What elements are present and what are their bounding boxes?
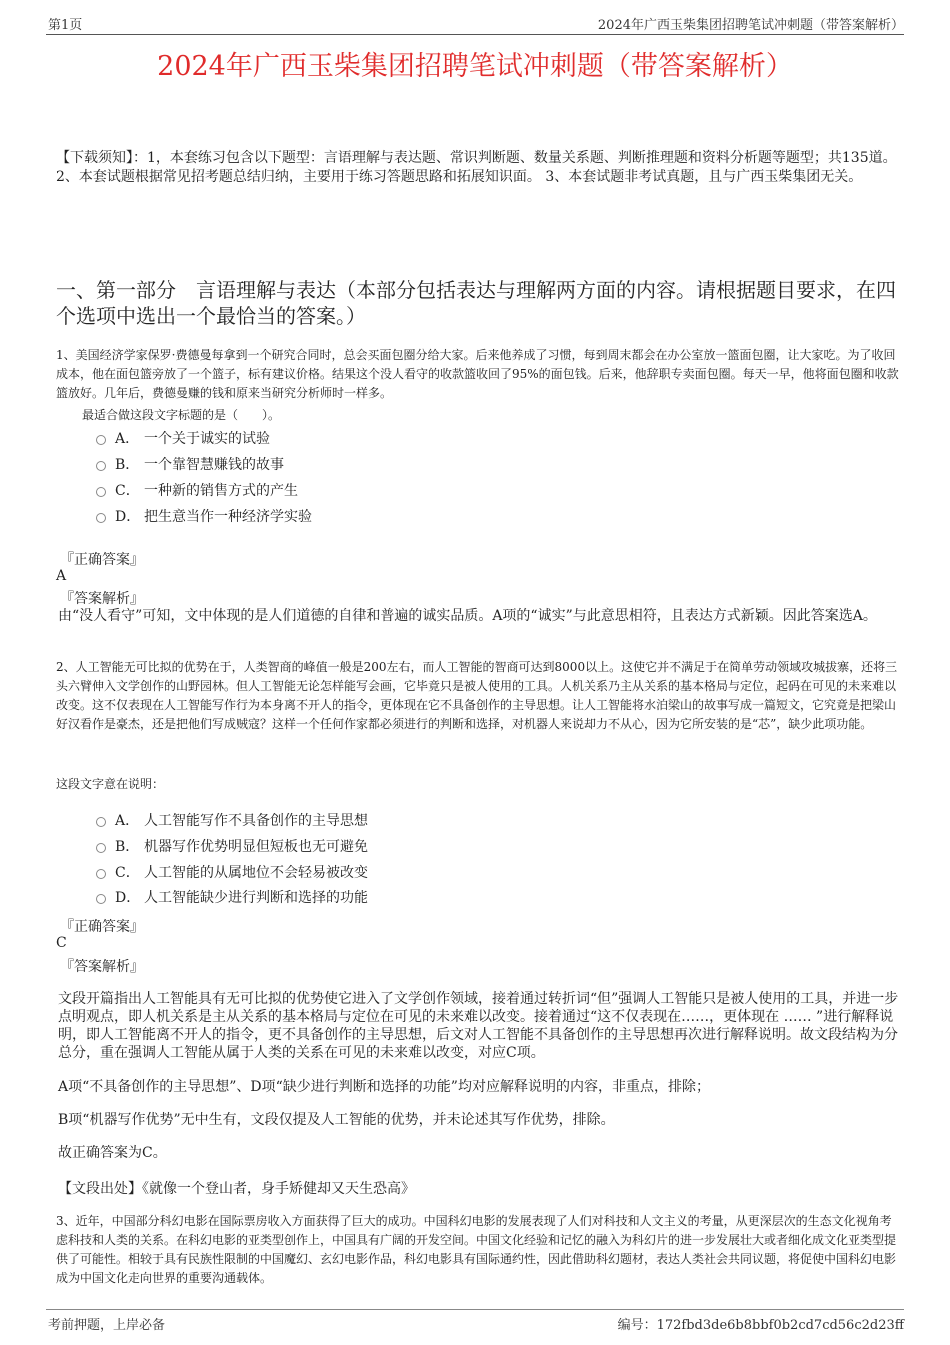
question-1-text: 1、美国经济学家保罗·费德曼每拿到一个研究合同时，总会买面包圈分给大家。后来他养成了习惯，每到周末都会在办公室放一篮面包圈，让大家吃。为了收回成本，他在面包篮旁放了一个篮子，标有建议价格。结果这个没人看守的收款篮收回了95%的面包钱。后来，他辞职专卖面包圈。每天一早，他将面包圈和收款篮放好。几年后，费德曼赚的钱和原来当研究分析师时一样多。: [56, 348, 899, 400]
option-letter: A．: [115, 813, 140, 829]
q1-option-d[interactable]: [96, 506, 312, 526]
option-letter: B．: [115, 839, 140, 855]
option-text: 一个关于诚实的试验: [144, 431, 270, 447]
q2-analysis-paragraph-1: 文段开篇指出人工智能具有无可比拟的优势使它进入了文学创作领域，接着通过转折词“但”强调人工智能只是被人使用的工具，并进一步点明观点，即人机关系是主从关系的基本格局与定位在可见的未来难以改变。接着通过“这不仅表现在……，更体现在 …… ”进行解释说明，即人工智能离不开人的指令，更不具备创作的主导思想，后文对人工智能不具备创作的主导思想再次进行解释说明。故文段结构为分总分，重在强调人工智能从属于人类的关系在可见的未来难以改变，对应C项。: [58, 991, 899, 1061]
q2-source: 【文段出处】《就像一个登山者，身手矫健却又天生恐高》: [58, 1181, 415, 1197]
radio-icon[interactable]: [96, 461, 106, 471]
option-letter: C．: [115, 865, 140, 881]
option-text: 人工智能的从属地位不会轻易被改变: [144, 865, 368, 881]
option-letter: D．: [115, 890, 141, 906]
q1-option-c[interactable]: [96, 480, 298, 500]
q1-analysis: 由“没人看守”可知，文中体现的是人们道德的自律和普遍的诚实品质。A项的“诚实”与此意思相符，且表达方式新颖。因此答案选A。: [58, 608, 877, 624]
option-letter: D．: [115, 509, 141, 525]
option-text: 人工智能缺少进行判断和选择的功能: [144, 890, 368, 906]
q2-analysis-label: 『答案解析』: [60, 959, 144, 975]
radio-icon[interactable]: [96, 869, 106, 879]
option-text: 机器写作优势明显但短板也无可避免: [144, 839, 368, 855]
download-notice: 【下载须知】：1，本套练习包含以下题型：言语理解与表达题、常识判断题、数量关系题、判断推理题和资料分析题等题型；共135道。 2、本套试题根据常见招考题总结归纳，主要用于练习答题思路和拓展知识面。 3、本套试题非考试真题，且与广西玉柴集团无关。: [56, 150, 897, 185]
radio-icon[interactable]: [96, 435, 106, 445]
q2-analysis-paragraph-3: B项“机器写作优势”无中生有，文段仅提及人工智能的优势，并未论述其写作优势，排除。: [58, 1112, 615, 1128]
header-divider: [46, 34, 904, 35]
section-heading: 一、第一部分 言语理解与表达（本部分包括表达与理解两方面的内容。请根据题目要求，在四个选项中选出一个最恰当的答案。）: [56, 278, 896, 328]
running-header-title: 2024年广西玉柴集团招聘笔试冲刺题（带答案解析）: [597, 18, 904, 33]
q1-option-a[interactable]: [96, 428, 270, 448]
q2-option-c[interactable]: [96, 862, 368, 882]
document-code: 编号：172fbd3de6b8bbf0b2cd7cd56c2d23ff: [617, 1318, 904, 1333]
q2-answer: C: [56, 935, 67, 951]
q1-analysis-label: 『答案解析』: [60, 591, 144, 607]
footer-slogan: 考前押题，上岸必备: [48, 1318, 166, 1333]
option-text: 人工智能写作不具备创作的主导思想: [144, 813, 368, 829]
q2-analysis-paragraph-2: A项“不具备创作的主导思想”、D项“缺少进行判断和选择的功能”均对应解释说明的内容，非重点，排除；: [58, 1079, 710, 1095]
option-text: 把生意当作一种经济学实验: [144, 509, 312, 525]
question-2-prompt: 这段文字意在说明：: [56, 777, 165, 791]
radio-icon[interactable]: [96, 487, 106, 497]
radio-icon[interactable]: [96, 817, 106, 827]
question-1-prompt: 最适合做这段文字标题的是（ ）。: [82, 408, 281, 422]
question-2-text: 2、人工智能无可比拟的优势在于，人类智商的峰值一般是200左右，而人工智能的智商可达到8000以上。这使它并不满足于在简单劳动领域攻城拔寨，还将三头六臂伸入文学创作的山野园林。但人工智能无论怎样能写会画，它毕竟只是被人使用的工具。人机关系乃主从关系的基本格局与定位，起码在可见的未来难以改变。这不仅表现在人工智能写作行为本身离不开人的指令，更体现在它不具备创作的主导思想。让人工智能将水泊梁山的故事写成一篇短文，它究竟是把梁山好汉看作是豪杰，还是把他们写成贼寇？这样一个任何作家都必须进行的判断和选择，对机器人来说却力不从心，因为它所安装的是“芯”，缺少此项功能。: [56, 660, 898, 731]
option-letter: B．: [115, 457, 140, 473]
q2-analysis-paragraph-4: 故正确答案为C。: [58, 1145, 167, 1161]
q2-answer-label: 『正确答案』: [60, 919, 144, 935]
footer-divider: [46, 1309, 904, 1310]
q2-option-b[interactable]: [96, 836, 368, 856]
option-letter: A．: [115, 431, 140, 447]
radio-icon[interactable]: [96, 513, 106, 523]
option-text: 一种新的销售方式的产生: [144, 483, 298, 499]
page-title: 2024年广西玉柴集团招聘笔试冲刺题（带答案解析）: [157, 51, 793, 82]
option-letter: C．: [115, 483, 140, 499]
radio-icon[interactable]: [96, 843, 106, 853]
q2-option-a[interactable]: [96, 810, 368, 830]
radio-icon[interactable]: [96, 894, 106, 904]
option-text: 一个靠智慧赚钱的故事: [144, 457, 284, 473]
page-number: 第1页: [48, 18, 83, 33]
q1-option-b[interactable]: [96, 454, 284, 474]
q2-option-d[interactable]: [96, 887, 368, 907]
q1-answer-label: 『正确答案』: [60, 552, 144, 568]
question-3-text: 3、近年，中国部分科幻电影在国际票房收入方面获得了巨大的成功。中国科幻电影的发展表现了人们对科技和人文主义的考量，从更深层次的生态文化视角考虑科技和人类的关系。在科幻电影的亚类型创作上，中国具有广阔的开发空间。中国文化经验和记忆的融入为科幻片的进一步发展壮大或者细化成文化亚类型提供了可能性。相较于具有民族性限制的中国魔幻、玄幻电影作品，科幻电影具有国际通约性，因此借助科幻题材，表达人类社会共同议题，将促使中国科幻电影成为中国文化走向世界的重要沟通载体。: [56, 1214, 897, 1285]
q1-answer: A: [56, 568, 67, 584]
